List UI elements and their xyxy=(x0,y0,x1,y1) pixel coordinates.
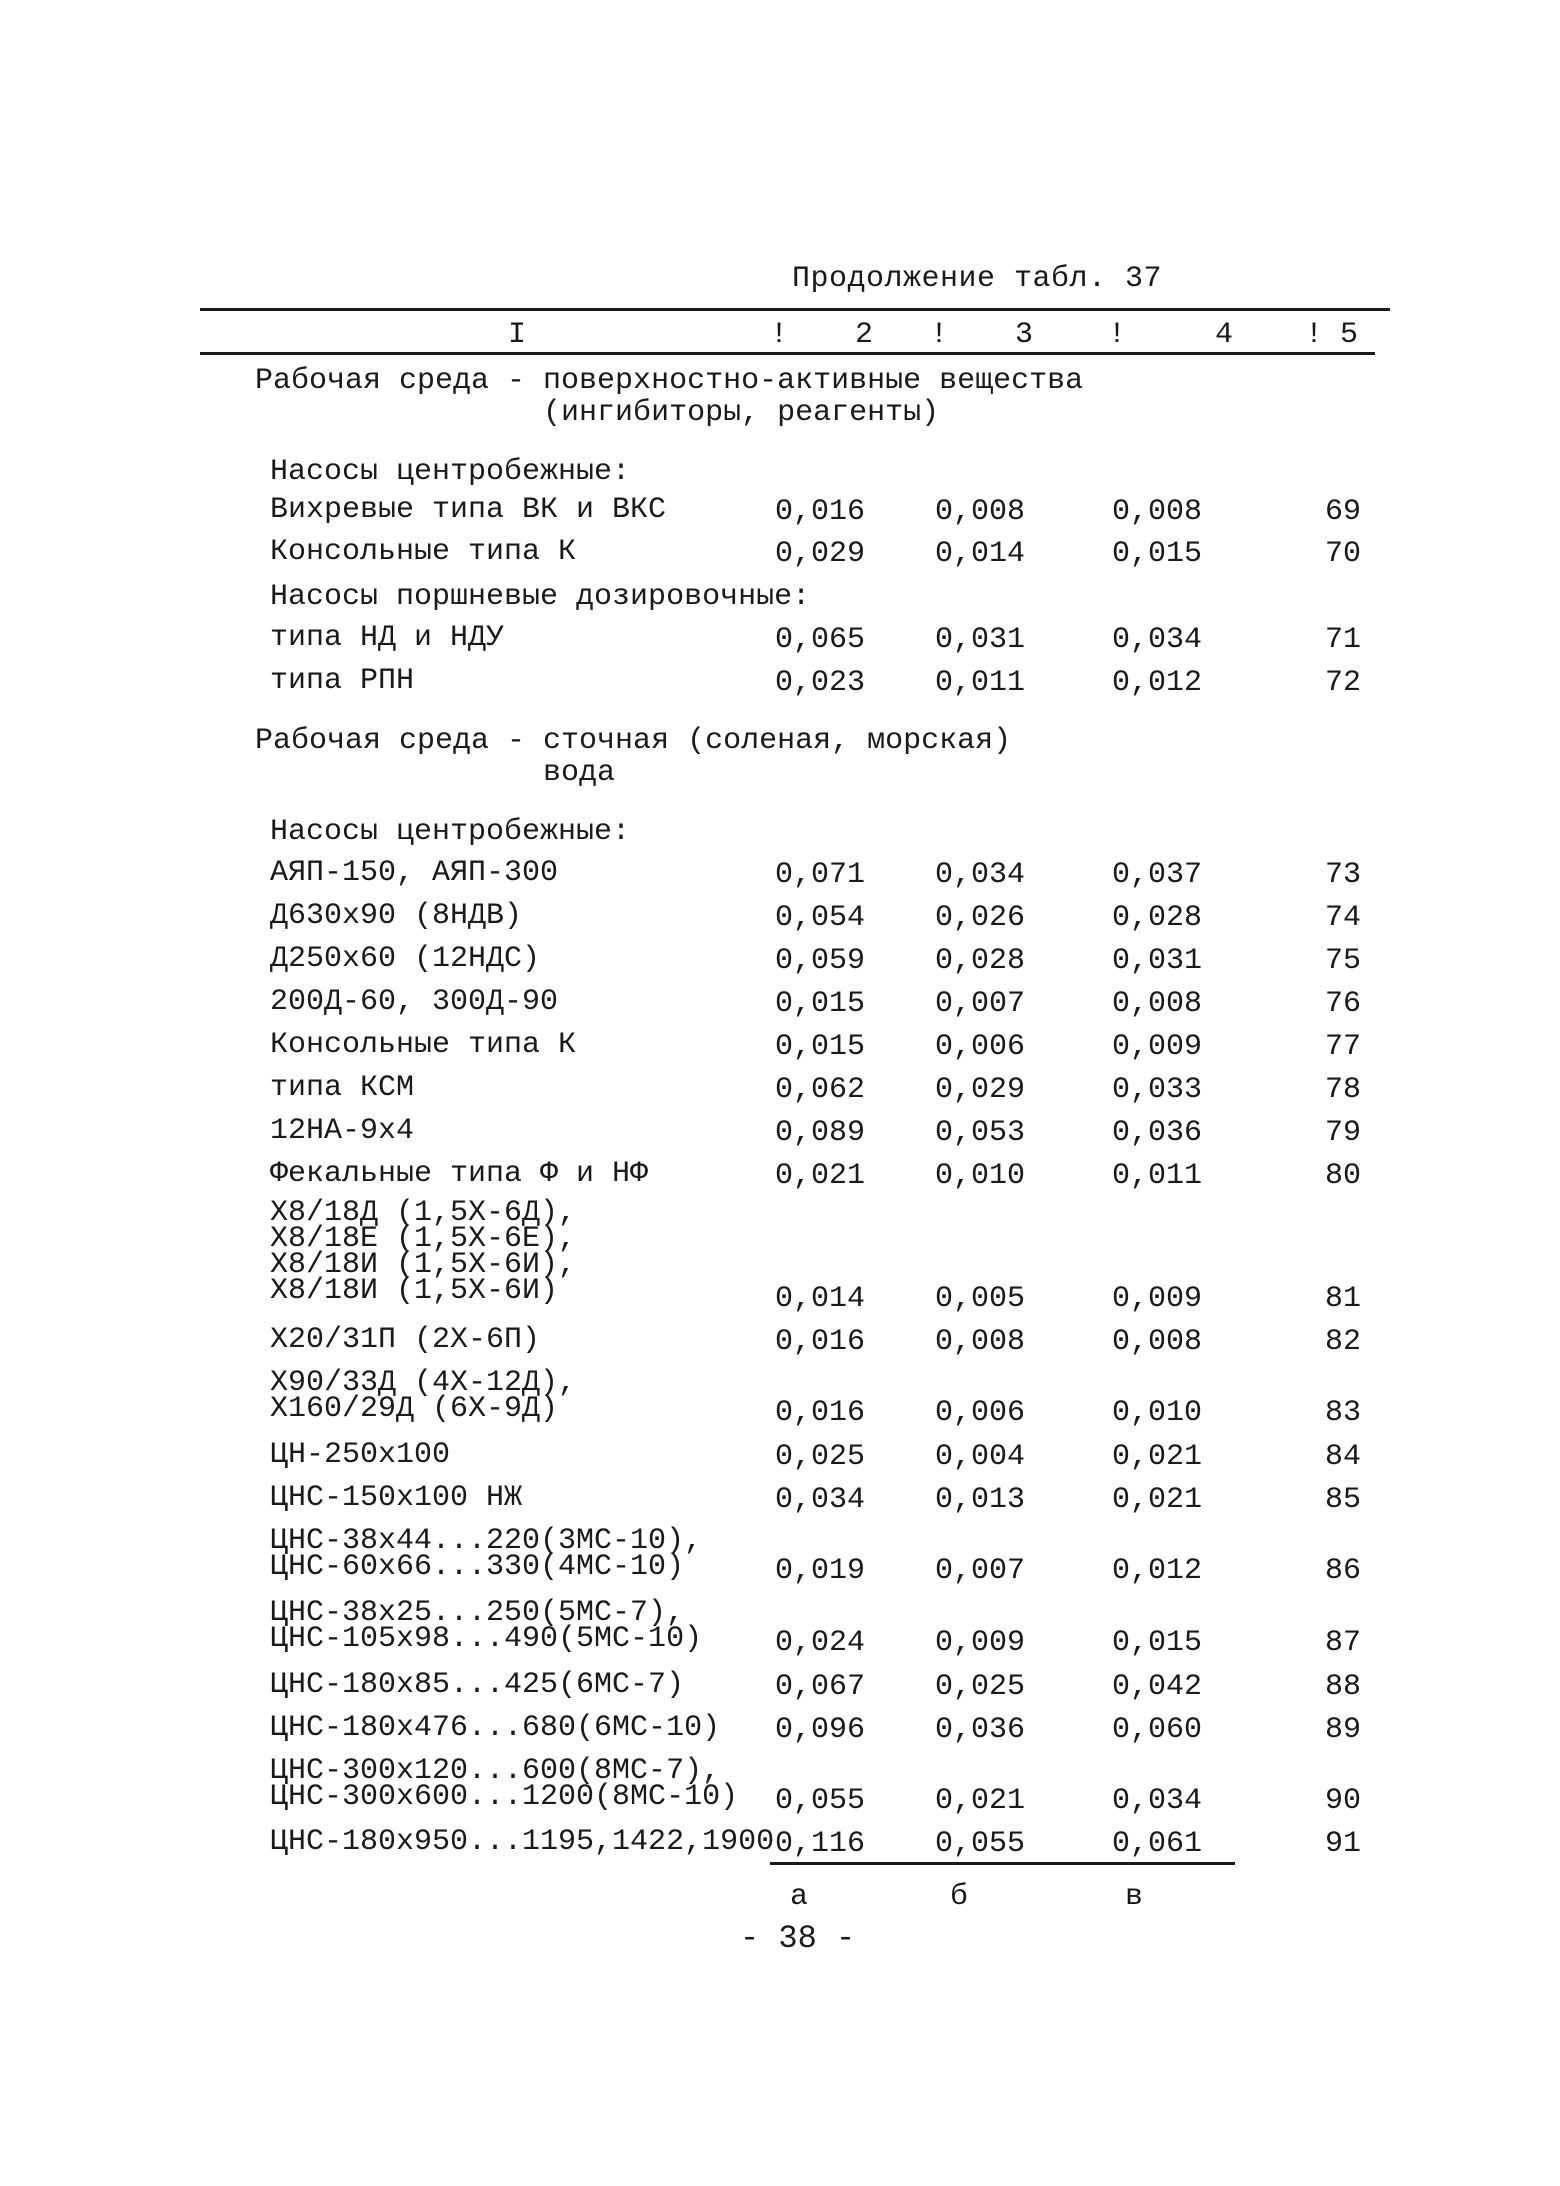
table-row xyxy=(0,666,1560,706)
group-label: Насосы центробежные: xyxy=(270,815,631,849)
cell-col-3: 0,011 xyxy=(935,666,1026,700)
table-row xyxy=(0,1670,1560,1710)
cell-col-2: 0,019 xyxy=(775,1554,866,1588)
footnote-a: а xyxy=(790,1880,809,1914)
cell-col-3: 0,034 xyxy=(935,858,1026,892)
table-row xyxy=(0,1713,1560,1753)
cell-col-5: 91 xyxy=(1325,1827,1362,1861)
cell-col-4: 0,036 xyxy=(1112,1116,1203,1150)
section-title: Рабочая среда - поверхностно-активные вещества (ингибиторы, реагенты) xyxy=(255,364,1084,430)
cell-col-4: 0,012 xyxy=(1112,666,1203,700)
table-row xyxy=(0,1366,1560,1430)
cell-col-2: 0,015 xyxy=(775,1030,866,1064)
cell-col-2: 0,067 xyxy=(775,1670,866,1704)
cell-col-3: 0,008 xyxy=(935,1325,1026,1359)
cell-col-2: 0,025 xyxy=(775,1440,866,1474)
cell-col-5: 70 xyxy=(1325,537,1362,571)
cell-col-3: 0,026 xyxy=(935,901,1026,935)
row-name: ЦНС-38х44...220(3МС-10), ЦНС-60х66...330(4МС-10) xyxy=(270,1524,703,1584)
group-label: Насосы поршневые дозировочные: xyxy=(270,580,811,614)
cell-col-5: 72 xyxy=(1325,666,1362,700)
header-separator: ! xyxy=(930,318,949,352)
cell-col-4: 0,037 xyxy=(1112,858,1203,892)
table-row xyxy=(0,495,1560,535)
table-row xyxy=(0,858,1560,898)
cell-col-3: 0,006 xyxy=(935,1030,1026,1064)
table-row xyxy=(0,1596,1560,1660)
cell-col-5: 82 xyxy=(1325,1325,1362,1359)
row-name: ЦН-250х100 xyxy=(270,1438,451,1472)
header-col-4: 4 xyxy=(1215,318,1234,352)
header-top-rule xyxy=(200,308,1390,311)
cell-col-3: 0,055 xyxy=(935,1827,1026,1861)
cell-col-4: 0,061 xyxy=(1112,1827,1203,1861)
footnote-c: в xyxy=(1125,1880,1144,1914)
row-name: Консольные типа К xyxy=(270,535,577,569)
cell-col-2: 0,024 xyxy=(775,1626,866,1660)
cell-col-3: 0,053 xyxy=(935,1116,1026,1150)
cell-col-3: 0,021 xyxy=(935,1784,1026,1818)
cell-col-4: 0,034 xyxy=(1112,623,1203,657)
cell-col-3: 0,036 xyxy=(935,1713,1026,1747)
row-name: ЦНС-150х100 НЖ xyxy=(270,1481,523,1515)
cell-col-2: 0,096 xyxy=(775,1713,866,1747)
cell-col-3: 0,031 xyxy=(935,623,1026,657)
row-name: Х8/18Д (1,5Х-6Д), Х8/18Е (1,5Х-6Е), Х8/18И (1,5Х-6И), Х8/18И (1,5Х-6И) xyxy=(270,1196,577,1308)
cell-col-4: 0,033 xyxy=(1112,1073,1203,1107)
cell-col-5: 89 xyxy=(1325,1713,1362,1747)
row-name: ЦНС-38х25...250(5МС-7), ЦНС-105х98...490(5МС-10) xyxy=(270,1596,703,1656)
cell-col-3: 0,028 xyxy=(935,944,1026,978)
table-row xyxy=(0,1030,1560,1070)
cell-col-2: 0,016 xyxy=(775,1396,866,1430)
cell-col-2: 0,015 xyxy=(775,987,866,1021)
row-name: типа РПН xyxy=(270,664,415,698)
cell-col-4: 0,008 xyxy=(1112,495,1203,529)
cell-col-4: 0,008 xyxy=(1112,1325,1203,1359)
footnote-b: б xyxy=(950,1880,969,1914)
cell-col-4: 0,021 xyxy=(1112,1440,1203,1474)
cell-col-5: 78 xyxy=(1325,1073,1362,1107)
cell-col-4: 0,015 xyxy=(1112,537,1203,571)
row-name: ЦНС-180х476...680(6МС-10) xyxy=(270,1711,721,1745)
header-col-1: I xyxy=(508,318,527,352)
cell-col-4: 0,015 xyxy=(1112,1626,1203,1660)
cell-col-2: 0,054 xyxy=(775,901,866,935)
cell-col-2: 0,062 xyxy=(775,1073,866,1107)
header-separator: ! xyxy=(770,318,789,352)
cell-col-3: 0,013 xyxy=(935,1483,1026,1517)
table-row xyxy=(0,1073,1560,1113)
cell-col-5: 79 xyxy=(1325,1116,1362,1150)
row-name: ЦНС-300х120...600(8МС-7), ЦНС-300х600...1200(8МС-10) xyxy=(270,1754,739,1814)
cell-col-5: 76 xyxy=(1325,987,1362,1021)
cell-col-2: 0,065 xyxy=(775,623,866,657)
cell-col-5: 86 xyxy=(1325,1554,1362,1588)
table-row xyxy=(0,1116,1560,1156)
group-label: Насосы центробежные: xyxy=(270,455,631,489)
cell-col-5: 71 xyxy=(1325,623,1362,657)
row-name: Х20/31П (2Х-6П) xyxy=(270,1323,541,1357)
table-row xyxy=(0,901,1560,941)
cell-col-3: 0,025 xyxy=(935,1670,1026,1704)
row-name: 200Д-60, 300Д-90 xyxy=(270,985,559,1019)
row-name: ЦНС-180х950...1195,1422,1900 xyxy=(270,1825,775,1859)
row-name: 12НА-9х4 xyxy=(270,1114,415,1148)
cell-col-3: 0,008 xyxy=(935,495,1026,529)
cell-col-2: 0,071 xyxy=(775,858,866,892)
table-row xyxy=(0,1325,1560,1365)
cell-col-5: 83 xyxy=(1325,1396,1362,1430)
table-caption: Продолжение табл. 37 xyxy=(792,262,1163,296)
cell-col-3: 0,009 xyxy=(935,1626,1026,1660)
cell-col-4: 0,042 xyxy=(1112,1670,1203,1704)
cell-col-2: 0,029 xyxy=(775,537,866,571)
cell-col-5: 88 xyxy=(1325,1670,1362,1704)
cell-col-5: 85 xyxy=(1325,1483,1362,1517)
table-bottom-rule xyxy=(770,1862,1235,1865)
cell-col-2: 0,016 xyxy=(775,495,866,529)
cell-col-5: 80 xyxy=(1325,1159,1362,1193)
cell-col-3: 0,014 xyxy=(935,537,1026,571)
cell-col-3: 0,006 xyxy=(935,1396,1026,1430)
cell-col-3: 0,010 xyxy=(935,1159,1026,1193)
cell-col-2: 0,016 xyxy=(775,1325,866,1359)
row-name: Х90/33Д (4Х-12Д), Х160/29Д (6Х-9Д) xyxy=(270,1366,577,1426)
cell-col-3: 0,007 xyxy=(935,987,1026,1021)
row-name: АЯП-150, АЯП-300 xyxy=(270,856,559,890)
cell-col-2: 0,021 xyxy=(775,1159,866,1193)
table-row xyxy=(0,987,1560,1027)
row-name: Д630х90 (8НДВ) xyxy=(270,899,523,933)
table-row xyxy=(0,1827,1560,1867)
cell-col-5: 87 xyxy=(1325,1626,1362,1660)
header-bottom-rule xyxy=(200,352,1375,355)
cell-col-2: 0,014 xyxy=(775,1282,866,1316)
cell-col-4: 0,009 xyxy=(1112,1030,1203,1064)
cell-col-2: 0,116 xyxy=(775,1827,866,1861)
cell-col-5: 74 xyxy=(1325,901,1362,935)
cell-col-4: 0,021 xyxy=(1112,1483,1203,1517)
cell-col-5: 81 xyxy=(1325,1282,1362,1316)
row-name: Вихревые типа ВК и ВКС xyxy=(270,493,667,527)
cell-col-5: 77 xyxy=(1325,1030,1362,1064)
table-row xyxy=(0,1159,1560,1199)
cell-col-5: 90 xyxy=(1325,1784,1362,1818)
cell-col-4: 0,031 xyxy=(1112,944,1203,978)
cell-col-4: 0,009 xyxy=(1112,1282,1203,1316)
table-row xyxy=(0,1754,1560,1818)
table-row xyxy=(0,623,1560,663)
table-row xyxy=(0,1440,1560,1480)
cell-col-5: 73 xyxy=(1325,858,1362,892)
page-number: - 38 - xyxy=(740,1920,856,1957)
cell-col-4: 0,011 xyxy=(1112,1159,1203,1193)
section-title: Рабочая среда - сточная (соленая, морская) вода xyxy=(255,724,1012,790)
row-name: типа НД и НДУ xyxy=(270,621,505,655)
cell-col-5: 75 xyxy=(1325,944,1362,978)
cell-col-3: 0,004 xyxy=(935,1440,1026,1474)
header-separator: ! xyxy=(1305,318,1324,352)
cell-col-4: 0,060 xyxy=(1112,1713,1203,1747)
cell-col-3: 0,029 xyxy=(935,1073,1026,1107)
cell-col-2: 0,055 xyxy=(775,1784,866,1818)
header-col-5: 5 xyxy=(1340,318,1359,352)
header-col-2: 2 xyxy=(855,318,874,352)
cell-col-4: 0,008 xyxy=(1112,987,1203,1021)
row-name: ЦНС-180х85...425(6МС-7) xyxy=(270,1668,685,1702)
cell-col-2: 0,059 xyxy=(775,944,866,978)
cell-col-2: 0,034 xyxy=(775,1483,866,1517)
cell-col-4: 0,010 xyxy=(1112,1396,1203,1430)
table-row xyxy=(0,944,1560,984)
row-name: Фекальные типа Ф и НФ xyxy=(270,1157,649,1191)
row-name: Консольные типа К xyxy=(270,1028,577,1062)
row-name: Д250х60 (12НДС) xyxy=(270,942,541,976)
header-separator: ! xyxy=(1108,318,1127,352)
row-name: типа КСМ xyxy=(270,1071,415,1105)
cell-col-5: 69 xyxy=(1325,495,1362,529)
cell-col-4: 0,034 xyxy=(1112,1784,1203,1818)
cell-col-4: 0,012 xyxy=(1112,1554,1203,1588)
cell-col-4: 0,028 xyxy=(1112,901,1203,935)
header-col-3: 3 xyxy=(1015,318,1034,352)
cell-col-3: 0,005 xyxy=(935,1282,1026,1316)
cell-col-2: 0,089 xyxy=(775,1116,866,1150)
table-row xyxy=(0,537,1560,577)
cell-col-5: 84 xyxy=(1325,1440,1362,1474)
cell-col-3: 0,007 xyxy=(935,1554,1026,1588)
table-row xyxy=(0,1483,1560,1523)
table-row xyxy=(0,1524,1560,1588)
table-row xyxy=(0,1196,1560,1316)
cell-col-2: 0,023 xyxy=(775,666,866,700)
